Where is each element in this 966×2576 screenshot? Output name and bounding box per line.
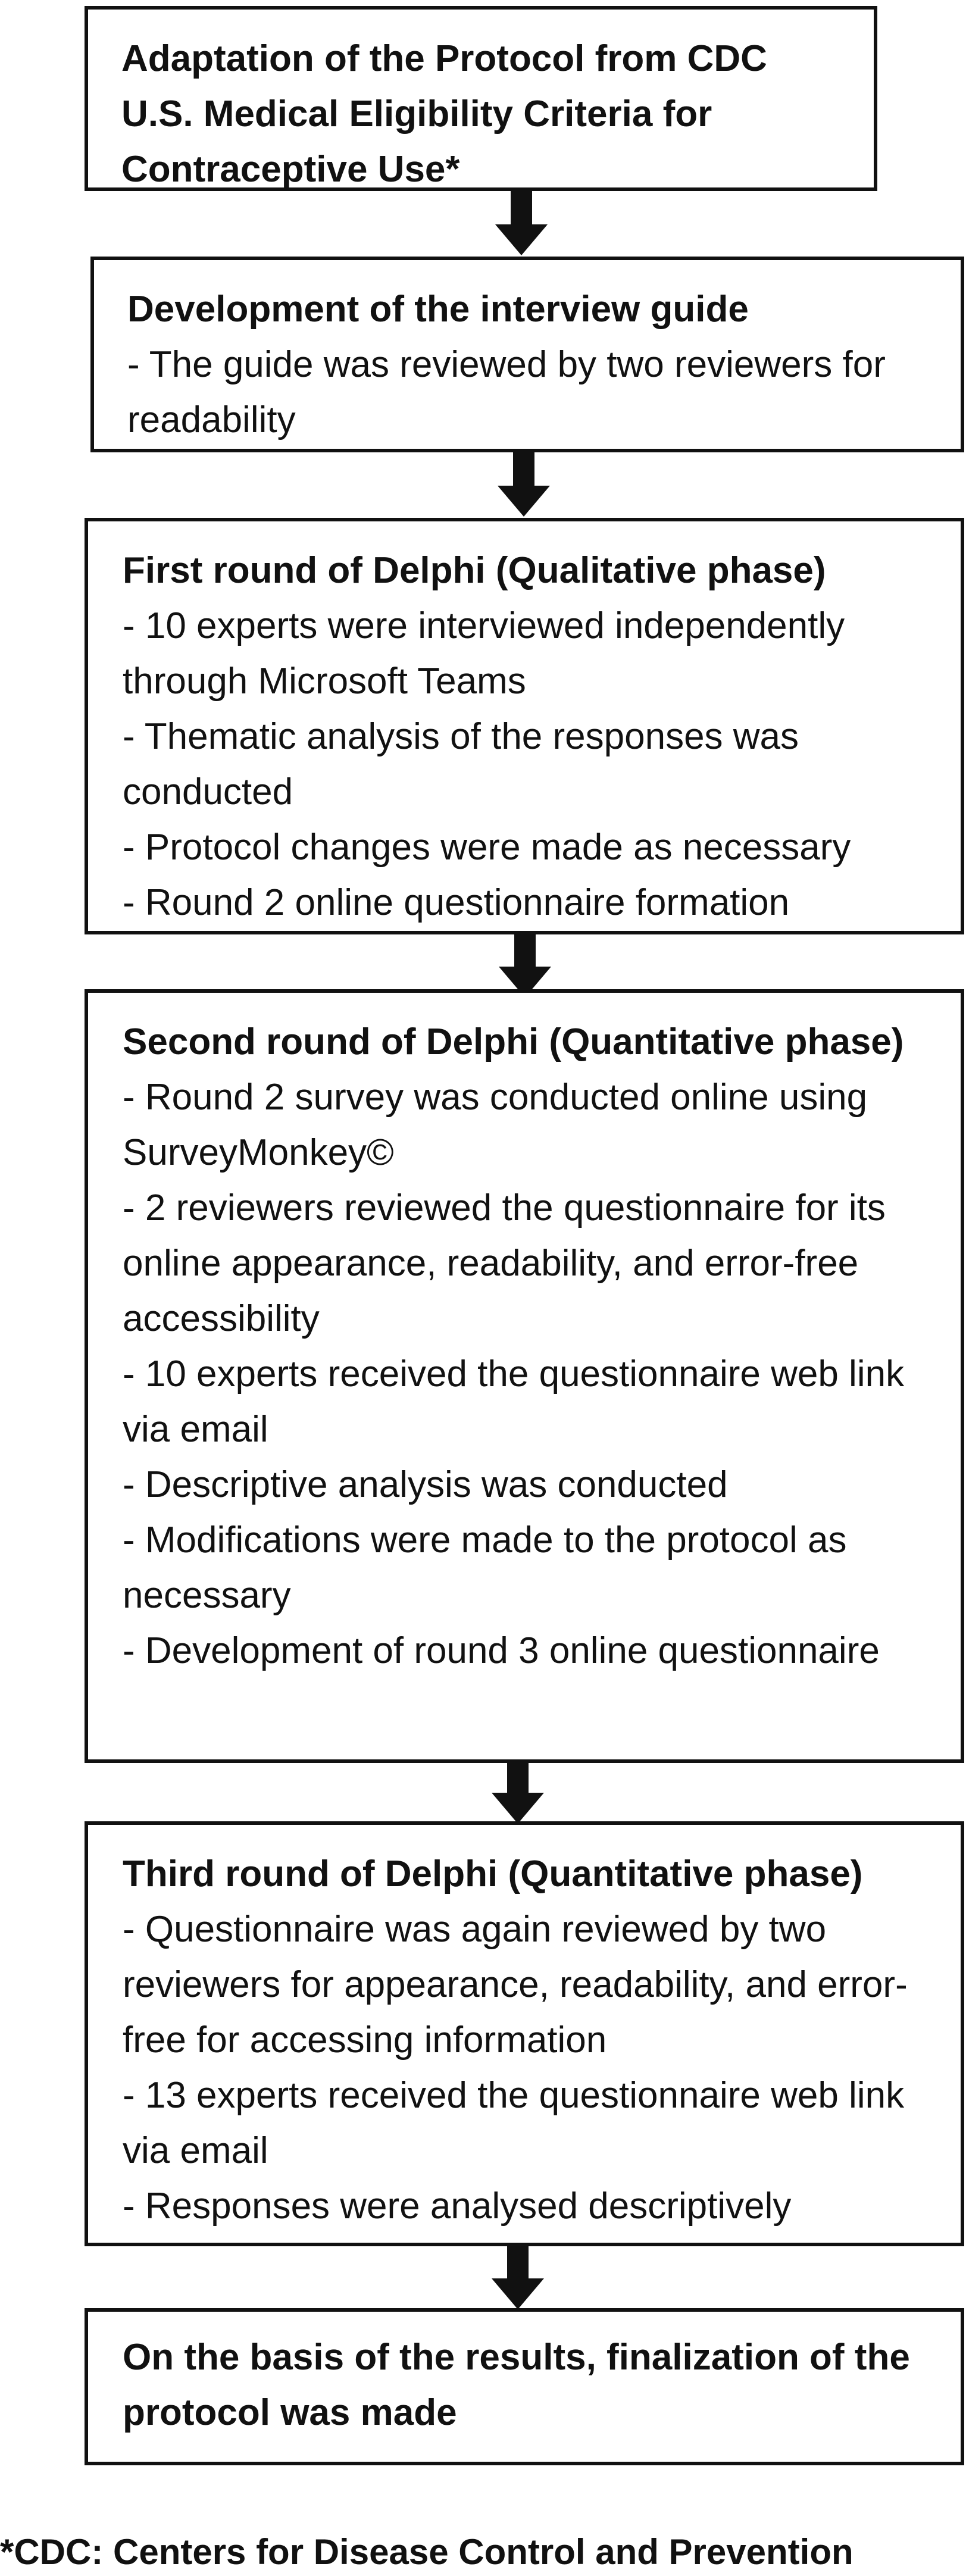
step-title: Development of the interview guide <box>127 289 749 330</box>
down-arrow-icon <box>489 2246 546 2311</box>
step-detail: - Development of round 3 online questionnaire <box>123 1630 880 1671</box>
down-arrow-icon <box>489 1763 546 1825</box>
step-title: First round of Delphi (Qualitative phase) <box>123 550 826 591</box>
step-detail: - Round 2 survey was conducted online using SurveyMonkey© <box>123 1077 868 1173</box>
step-title: Second round of Delphi (Quantitative phase) <box>123 1021 904 1062</box>
step-second-round-box <box>85 989 964 1763</box>
step-third-round-box <box>85 1821 964 2246</box>
step-detail: - Responses were analysed descriptively <box>123 2186 792 2227</box>
step-finalization-box <box>85 2308 964 2465</box>
step-interview-guide-box <box>90 257 964 452</box>
step-title: Adaptation of the Protocol from CDC U.S. Medical Eligibility Criteria for Contraceptive Use* <box>121 38 767 190</box>
step-detail: - 2 reviewers reviewed the questionnaire for its online appearance, readability, and error-free accessibility <box>123 1187 886 1339</box>
step-first-round-box <box>85 518 964 934</box>
step-detail: - Descriptive analysis was conducted <box>123 1464 728 1505</box>
step-detail: - Modifications were made to the protocol as necessary <box>123 1520 847 1616</box>
down-arrow-icon <box>493 191 550 257</box>
step-detail: - Questionnaire was again reviewed by two reviewers for appearance, readability, and error-free for accessing information <box>123 1909 908 2061</box>
step-detail: - 10 experts were interviewed independently through Microsoft Teams <box>123 605 845 702</box>
step-detail: - 10 experts received the questionnaire web link via email <box>123 1353 905 1450</box>
step-detail: - 13 experts received the questionnaire web link via email <box>123 2075 905 2171</box>
step-detail: - Round 2 online questionnaire formation <box>123 882 790 923</box>
step-adaptation-box <box>85 6 877 191</box>
step-detail: - Thematic analysis of the responses was conducted <box>123 716 799 812</box>
step-title: On the basis of the results, finalization of the protocol was made <box>123 2337 910 2433</box>
footnote: *CDC: Centers for Disease Control and Prevention <box>0 2532 854 2572</box>
step-detail: - Protocol changes were made as necessary <box>123 827 851 868</box>
step-detail: - The guide was reviewed by two reviewers for readability <box>127 344 886 440</box>
down-arrow-icon <box>495 452 552 518</box>
step-title: Third round of Delphi (Quantitative phase) <box>123 1853 863 1895</box>
